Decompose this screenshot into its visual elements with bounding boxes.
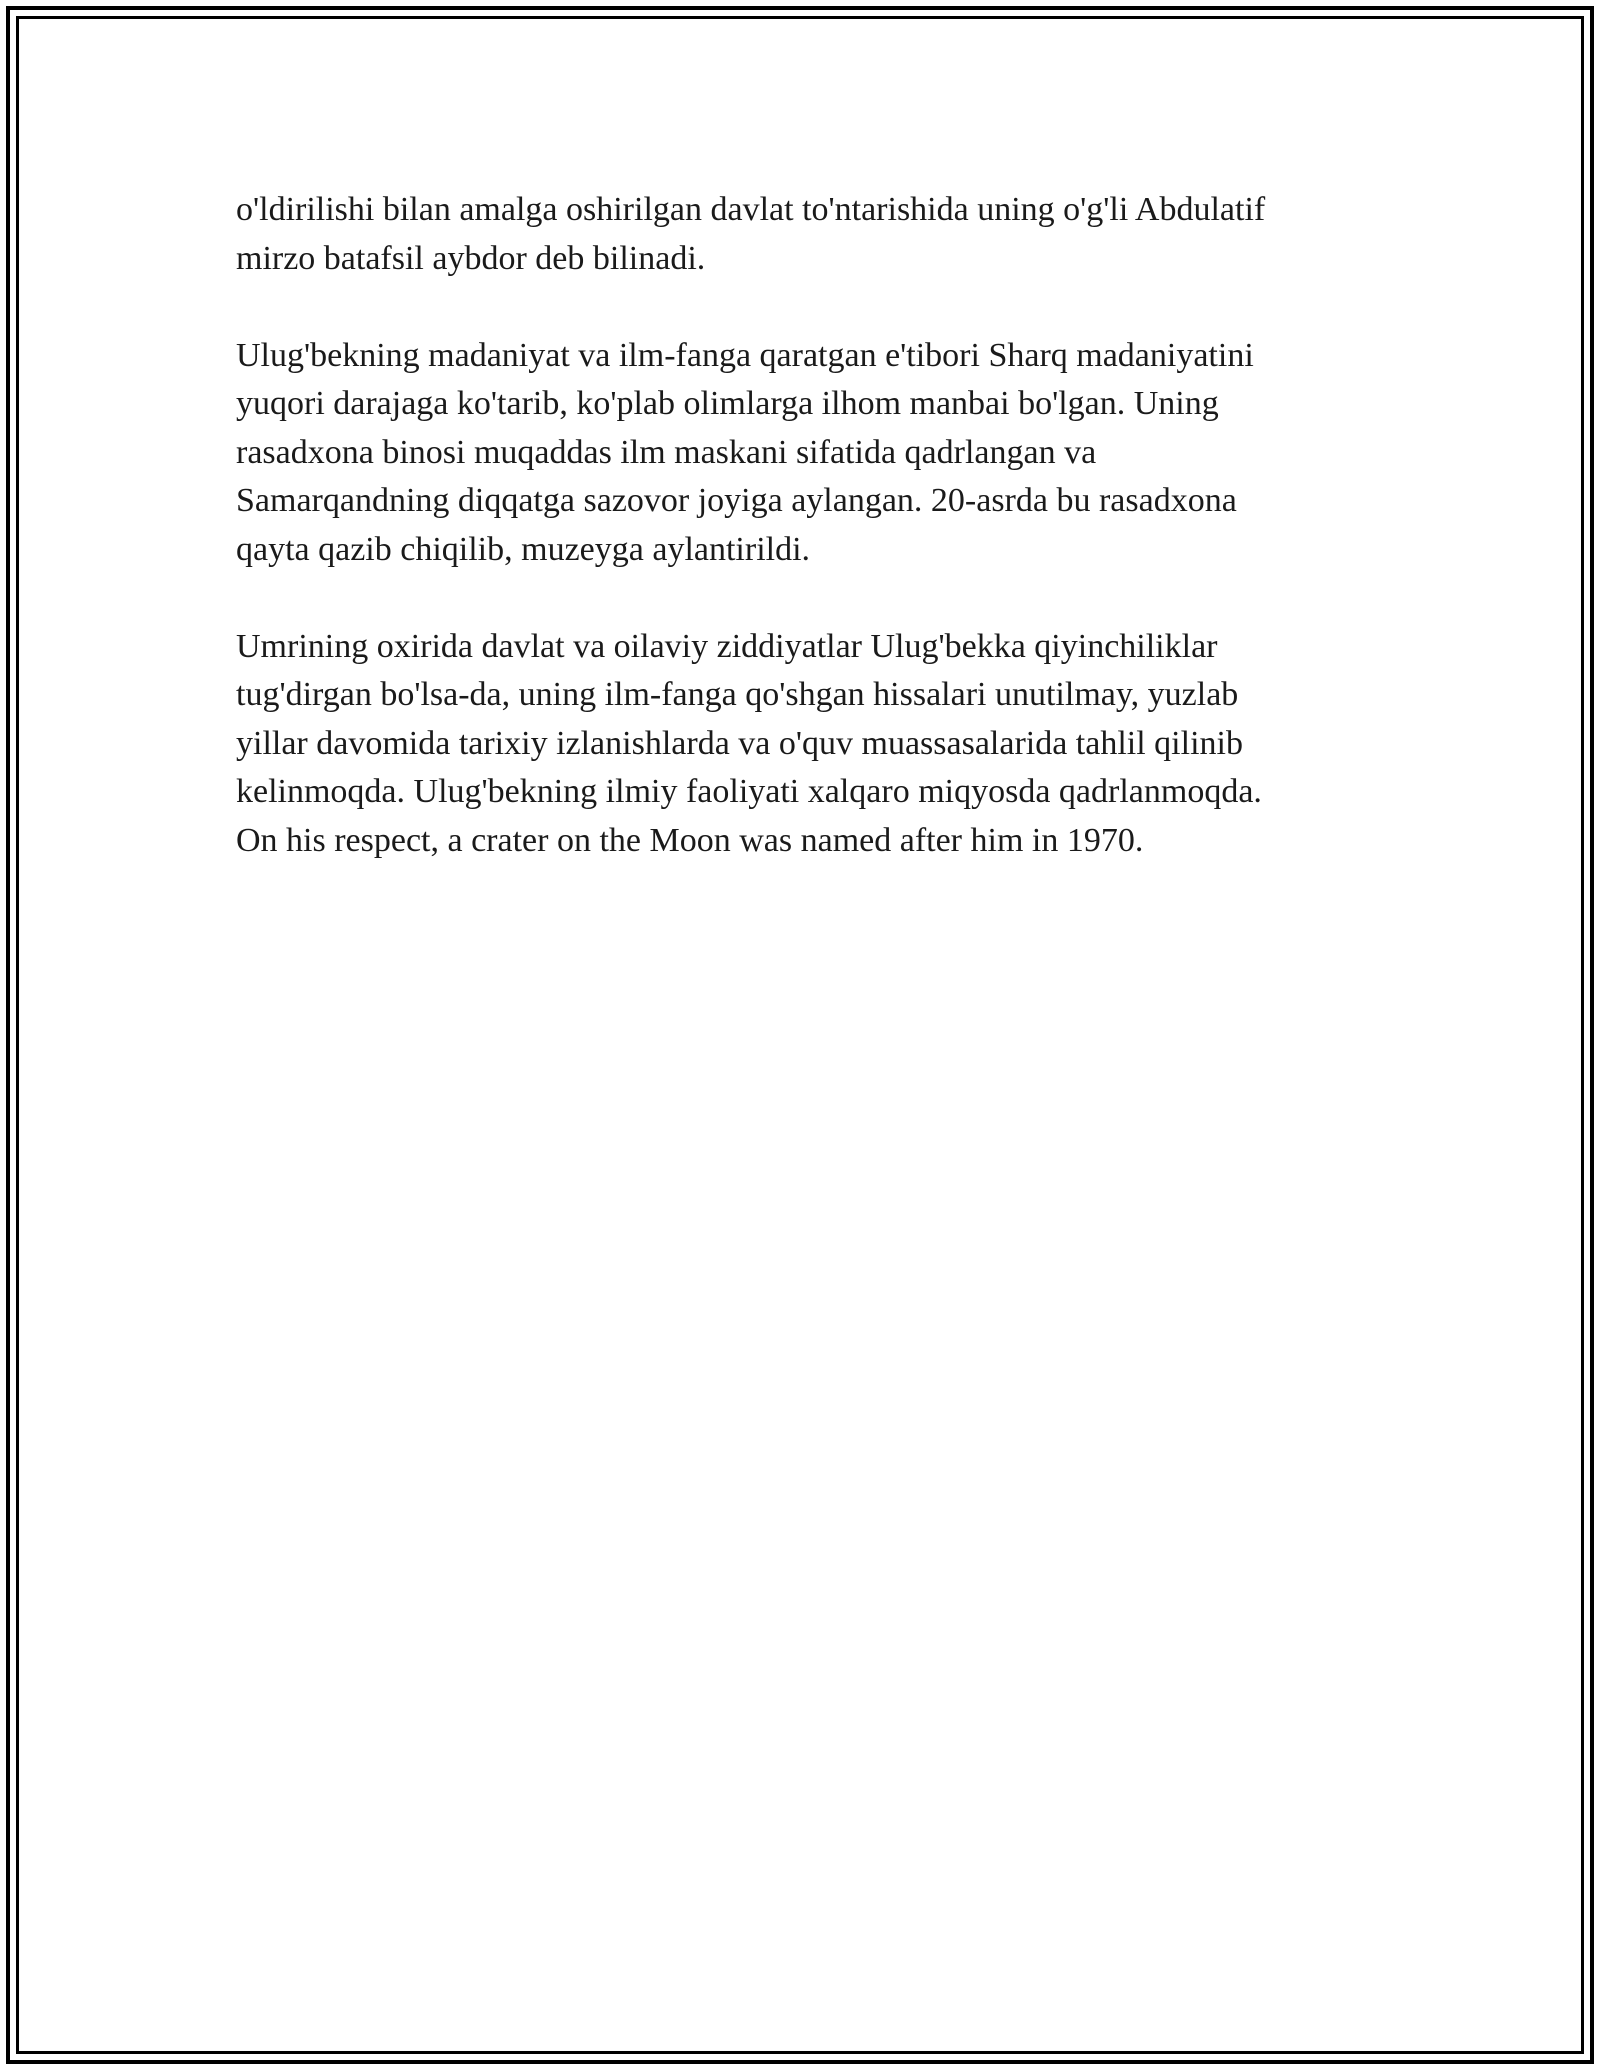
paragraph-3: Umrining oxirida davlat va oilaviy ziddiyatlar Ulug'bekka qiyinchiliklar tug'dirgan bo'lsa-da, uning ilm-fanga qo'shgan hissalari unutilmay, yuzlab yillar davomida tarixiy izlanishlarda va o'quv muassasalarida tahlil qilinib kelinmoqda. Ulug'bekning ilmiy faoliyati xalqaro miqyosda qadrlanmoqda. On his respect, a crater on the Moon was named after him in 1970.	[236, 627, 1262, 859]
document-body	[236, 186, 1376, 914]
paragraph-1: o'ldirilishi bilan amalga oshirilgan davlat to'ntarishida uning o'g'li Abdulatif mirzo batafsil aybdor deb bilinadi.	[236, 191, 1266, 277]
paragraph-2: Ulug'bekning madaniyat va ilm-fanga qaratgan e'tibori Sharq madaniyatini yuqori darajaga ko'tarib, ko'plab olimlarga ilhom manbai bo'lgan. Uning rasadxona binosi muqaddas ilm maskani sifatida qadrlangan va Samarqandning diqqatga sazovor joyiga aylangan. 20-asrda bu rasadxona qayta qazib chiqilib, muzeyga aylantirildi.	[236, 336, 1254, 568]
